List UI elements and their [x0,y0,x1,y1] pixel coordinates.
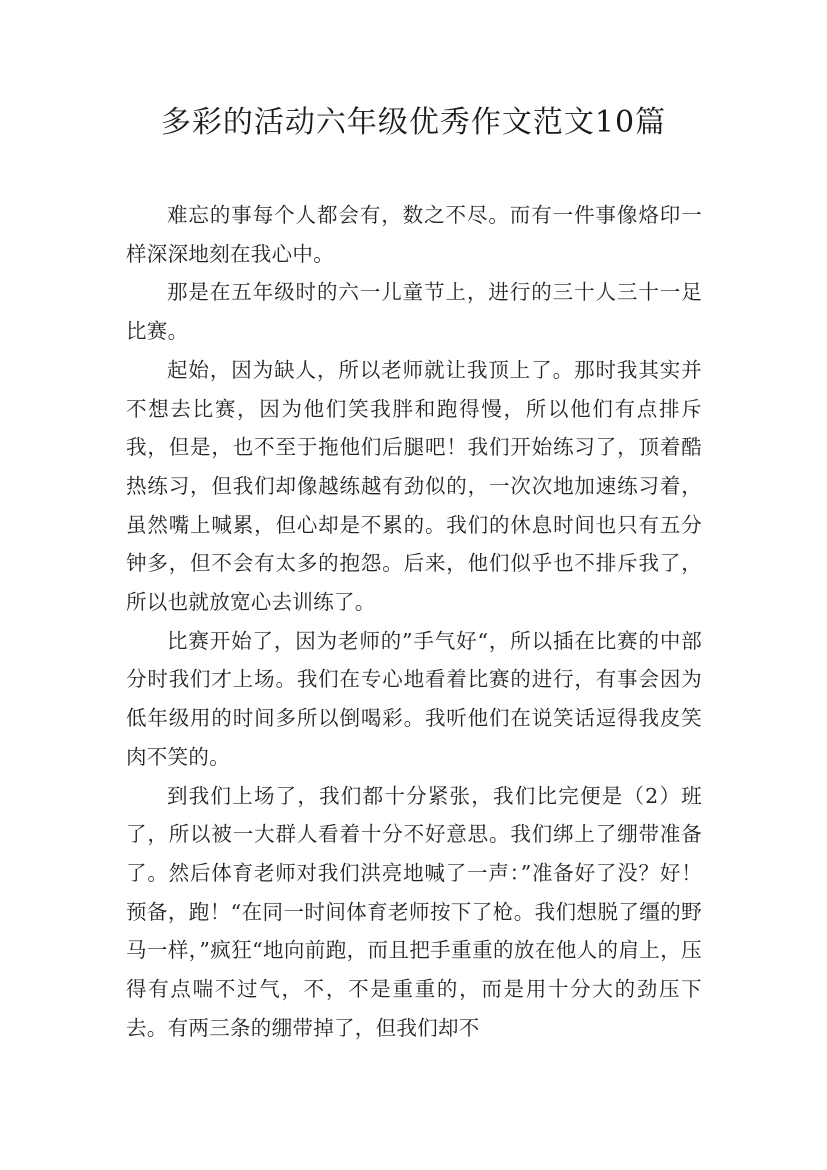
paragraph-1: 难忘的事每个人都会有，数之不尽。而有一件事像烙印一样深深地刻在我心中。 [126,203,702,266]
paragraph-3: 起始，因为缺人，所以老师就让我顶上了。那时我其实并不想去比赛，因为他们笑我胖和跑得慢，所以他们有点排斥我，但是，也不至于拖他们后腿吧！我们开始练习了，顶着酷热练习，但我们却像越练越有劲似的，一次次地加速练习着，虽然嘴上喊累，但心却是不累的。我们的休息时间也只有五分钟多，但不会有太多的抱怨。后来，他们似乎也不排斥我了，所以也就放宽心去训练了。 [126,357,702,615]
paragraph-5: 到我们上场了，我们都十分紧张，我们比完便是（2）班了，所以被一大群人看着十分不好意思。我们绑上了绷带准备了。然后体育老师对我们洪亮地喊了一声：”准备好了没？好！预备，跑！“在同一时间体育老师按下了枪。我们想脱了缰的野马一样，”疯狂“地向前跑，而且把手重重的放在他人的肩上，压得有点喘不过气，不，不是重重的，而是用十分大的劲压下去。有两三条的绷带掉了，但我们却不 [126,783,702,1040]
document-title: 多彩的活动六年级优秀作文范文10篇 [160,105,667,140]
document-body [126,196,702,1047]
paragraph-2: 那是在五年级时的六一儿童节上，进行的三十人三十一足比赛。 [126,280,702,344]
paragraph-4: 比赛开始了，因为老师的”手气好“，所以插在比赛的中部分时我们才上场。我们在专心地看着比赛的进行，有事会因为低年级用的时间多所以倒喝彩。我听他们在说笑话逗得我皮笑肉不笑的。 [126,628,702,769]
